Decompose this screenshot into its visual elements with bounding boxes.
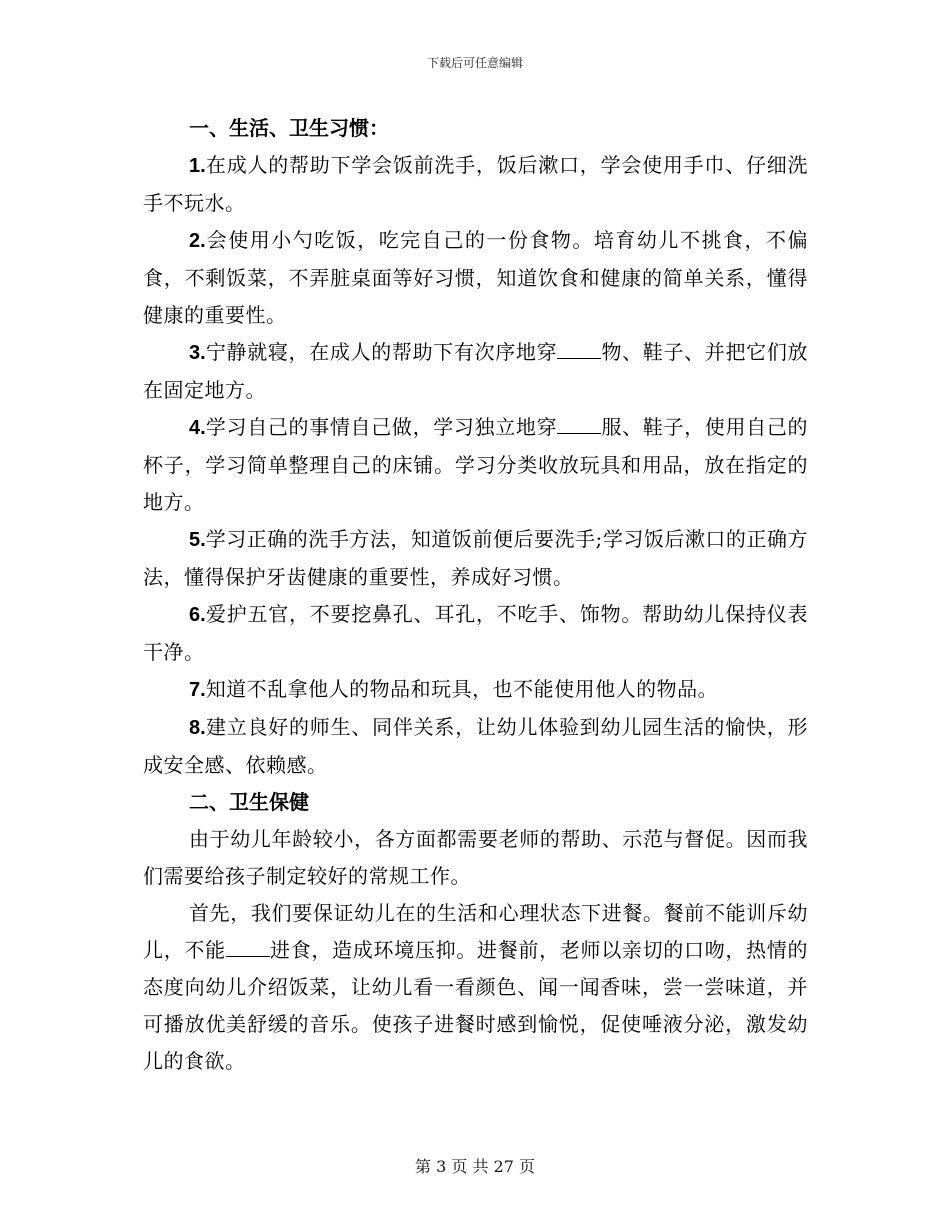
- list-item: [143, 409, 808, 521]
- header-note: 下载后可任意编辑: [426, 56, 523, 70]
- list-item: [143, 521, 808, 596]
- item-text: 服、鞋子，使用自己的杯子，学习简单整理自己的床铺。学习分类收放玩具和用品，放在指定的地方。: [143, 415, 808, 514]
- document-body: [143, 110, 808, 1080]
- item-number: 4.: [189, 417, 206, 439]
- list-item: [143, 222, 808, 334]
- item-text: 建立良好的师生、同伴关系，让幼儿体验到幼儿园生活的愉快，形成安全感、依赖感。: [143, 715, 808, 777]
- paragraph-text: 首先，我们要保证幼儿在的生活和心理状态下进餐。餐前不能训斥幼儿，不能: [143, 901, 808, 962]
- item-number: 3.: [189, 342, 206, 364]
- section-heading-2: 二、卫生保健: [189, 790, 309, 814]
- item-text: 爱护五官，不要挖鼻孔、耳孔，不吃手、饰物。帮助幼儿保持仪表干净。: [143, 602, 808, 664]
- item-text: 学习自己的事情自己做，学习独立地穿: [205, 415, 558, 439]
- list-item: [143, 147, 808, 222]
- fill-blank: [557, 340, 601, 359]
- item-number: 5.: [189, 529, 206, 551]
- list-item: [143, 671, 808, 709]
- list-item: [143, 596, 808, 671]
- item-number: 7.: [189, 679, 206, 701]
- body-paragraph: [143, 895, 808, 1080]
- item-text: 宁静就寝，在成人的帮助下有次序地穿: [205, 340, 558, 364]
- body-paragraph: [143, 821, 808, 895]
- item-number: 2.: [189, 230, 206, 252]
- section-heading-1: 一、生活、卫生习惯：: [189, 116, 389, 140]
- item-number: 1.: [189, 155, 206, 177]
- item-text: 在成人的帮助下学会饭前洗手，饭后漱口，学会使用手巾、仔细洗手不玩水。: [143, 153, 808, 215]
- item-text: 物、鞋子、并把它们放在固定地方。: [143, 340, 808, 402]
- item-text: 会使用小勺吃饭，吃完自己的一份食物。培育幼儿不挑食，不偏食，不剩饭菜，不弄脏桌面等好习惯，知道饮食和健康的简单关系，懂得健康的重要性。: [143, 228, 808, 327]
- page-number: 第 3 页 共 27 页: [415, 1157, 535, 1176]
- item-number: 8.: [189, 717, 206, 739]
- paragraph-text: 由于幼儿年龄较小，各方面都需要老师的帮助、示范与督促。因而我们需要给孩子制定较好的常规工作。: [143, 827, 808, 888]
- fill-blank: [226, 938, 270, 957]
- fill-blank: [557, 415, 601, 434]
- item-text: 学习正确的洗手方法，知道饭前便后要洗手;学习饭后漱口的正确方法，懂得保护牙齿健康的重要性，养成好习惯。: [143, 527, 808, 589]
- list-item: [143, 334, 808, 409]
- paragraph-text: 进食，造成环境压抑。进餐前，老师以亲切的口吻，热情的态度向幼儿介绍饭菜，让幼儿看一看颜色、闻一闻香味，尝一尝味道，并可播放优美舒缓的音乐。使孩子进餐时感到愉悦，促使唾液分泌，激发幼儿的食欲。: [143, 938, 809, 1073]
- item-number: 6.: [189, 604, 206, 626]
- list-item: [143, 709, 808, 784]
- item-text: 知道不乱拿他人的物品和玩具，也不能使用他人的物品。: [205, 677, 719, 701]
